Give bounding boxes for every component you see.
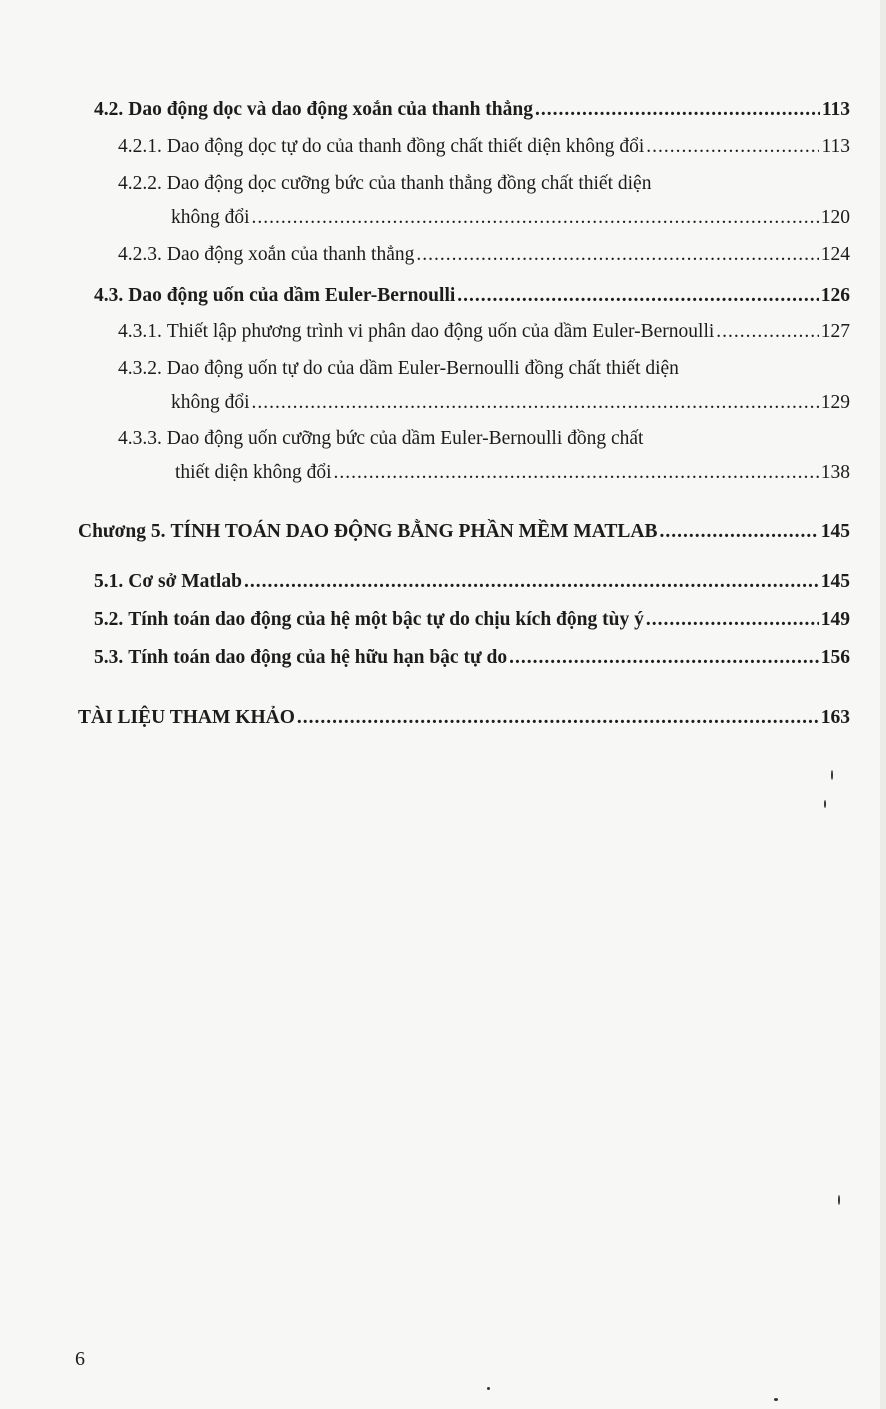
toc-entry-title: Dao động uốn tự do của dầm Euler-Bernoulli đồng chất thiết diện (166, 358, 679, 379)
toc-entry-number: 4.3.3. (118, 428, 162, 449)
toc-entry-number: 4.2. (94, 99, 124, 120)
toc-entry-title: Cơ sở Matlab (128, 571, 242, 592)
toc-entry-number: 4.3.2. (118, 358, 162, 379)
toc-leader-dots (457, 284, 818, 308)
toc-entry-4-2[interactable] (94, 98, 850, 122)
toc-chapter-title: TÍNH TOÁN DAO ĐỘNG BẰNG PHẦN MỀM MATLAB (170, 521, 658, 542)
toc-leader-dots (252, 206, 819, 230)
toc-references-title: TÀI LIỆU THAM KHẢO (78, 707, 295, 728)
toc-entry-number: 5.3. (94, 647, 124, 668)
toc-entry-4-3-3-line1[interactable] (118, 427, 643, 451)
scan-speck (824, 800, 826, 808)
toc-leader-dots (660, 520, 819, 544)
toc-entry-4-2-3[interactable] (118, 243, 850, 267)
scan-speck (831, 770, 833, 780)
toc-entry-4-3[interactable] (94, 284, 850, 308)
page-number: 6 (75, 1348, 85, 1370)
toc-entry-4-3-1[interactable] (118, 320, 850, 344)
toc-leader-dots (646, 135, 819, 159)
page-edge (880, 0, 886, 1409)
toc-entry-page: 156 (820, 647, 850, 668)
scan-speck (487, 1387, 490, 1390)
toc-entry-number: 4.2.3. (118, 244, 162, 265)
toc-entry-4-3-3-line2[interactable] (175, 461, 850, 485)
toc-entry-number: 5.2. (94, 609, 124, 630)
toc-leader-dots (416, 243, 818, 267)
toc-entry-5-3[interactable] (94, 646, 850, 670)
toc-entry-5-1[interactable] (94, 570, 850, 594)
toc-entry-title: Dao động dọc cưỡng bức của thanh thẳng đồng chất thiết diện (166, 173, 652, 194)
toc-entry-page: 138 (820, 462, 850, 483)
toc-entry-page: 145 (820, 571, 850, 592)
toc-references[interactable] (78, 706, 850, 730)
toc-leader-dots (334, 461, 819, 485)
toc-leader-dots (509, 646, 819, 670)
toc-entry-title-continued: thiết diện không đổi (175, 462, 332, 483)
toc-entry-4-2-2-line2[interactable] (171, 206, 850, 230)
toc-entry-page: 149 (820, 609, 850, 630)
toc-entry-title: Dao động dọc và dao động xoắn của thanh thẳng (128, 99, 533, 120)
toc-leader-dots (716, 320, 818, 344)
scan-speck (774, 1398, 778, 1401)
toc-entry-title-continued: không đổi (171, 392, 250, 413)
toc-entry-title: Dao động xoắn của thanh thẳng (166, 244, 415, 265)
toc-entry-5-2[interactable] (94, 608, 850, 632)
toc-leader-dots (252, 391, 819, 415)
toc-entry-title: Thiết lập phương trình vi phân dao động uốn của dầm Euler-Bernoulli (166, 321, 715, 342)
toc-entry-number: 4.2.2. (118, 173, 162, 194)
toc-entry-page: 124 (820, 244, 850, 265)
toc-entry-4-2-1[interactable] (118, 135, 850, 159)
toc-leader-dots (535, 98, 820, 122)
toc-entry-number: 4.2.1. (118, 136, 162, 157)
toc-entry-4-3-2-line1[interactable] (118, 357, 679, 381)
toc-leader-dots (646, 608, 819, 632)
toc-chapter-number: Chương 5. (78, 521, 166, 542)
toc-entry-number: 4.3. (94, 285, 124, 306)
toc-entry-title: Dao động uốn cưỡng bức của dầm Euler-Bernoulli đồng chất (166, 428, 644, 449)
toc-entry-page: 145 (820, 521, 850, 542)
toc-entry-4-2-2-line1[interactable] (118, 172, 651, 196)
scan-speck (838, 1195, 840, 1205)
toc-entry-title: Tính toán dao động của hệ một bậc tự do chịu kích động tùy ý (128, 609, 644, 630)
toc-entry-title: Tính toán dao động của hệ hữu hạn bậc tự do (128, 647, 508, 668)
toc-entry-title-continued: không đổi (171, 207, 250, 228)
toc-entry-page: 113 (821, 136, 850, 157)
toc-entry-page: 163 (820, 707, 850, 728)
toc-entry-4-3-2-line2[interactable] (171, 391, 850, 415)
toc-entry-page: 120 (820, 207, 850, 228)
toc-entry-number: 5.1. (94, 571, 124, 592)
toc-leader-dots (297, 706, 819, 730)
toc-leader-dots (244, 570, 819, 594)
toc-chapter-5[interactable] (78, 520, 850, 544)
toc-entry-title: Dao động uốn của dầm Euler-Bernoulli (128, 285, 456, 306)
toc-entry-number: 4.3.1. (118, 321, 162, 342)
toc-entry-page: 113 (821, 99, 850, 120)
toc-entry-page: 129 (820, 392, 850, 413)
toc-entry-title: Dao động dọc tự do của thanh đồng chất thiết diện không đổi (166, 136, 645, 157)
toc-entry-page: 126 (820, 285, 850, 306)
toc-entry-page: 127 (820, 321, 850, 342)
